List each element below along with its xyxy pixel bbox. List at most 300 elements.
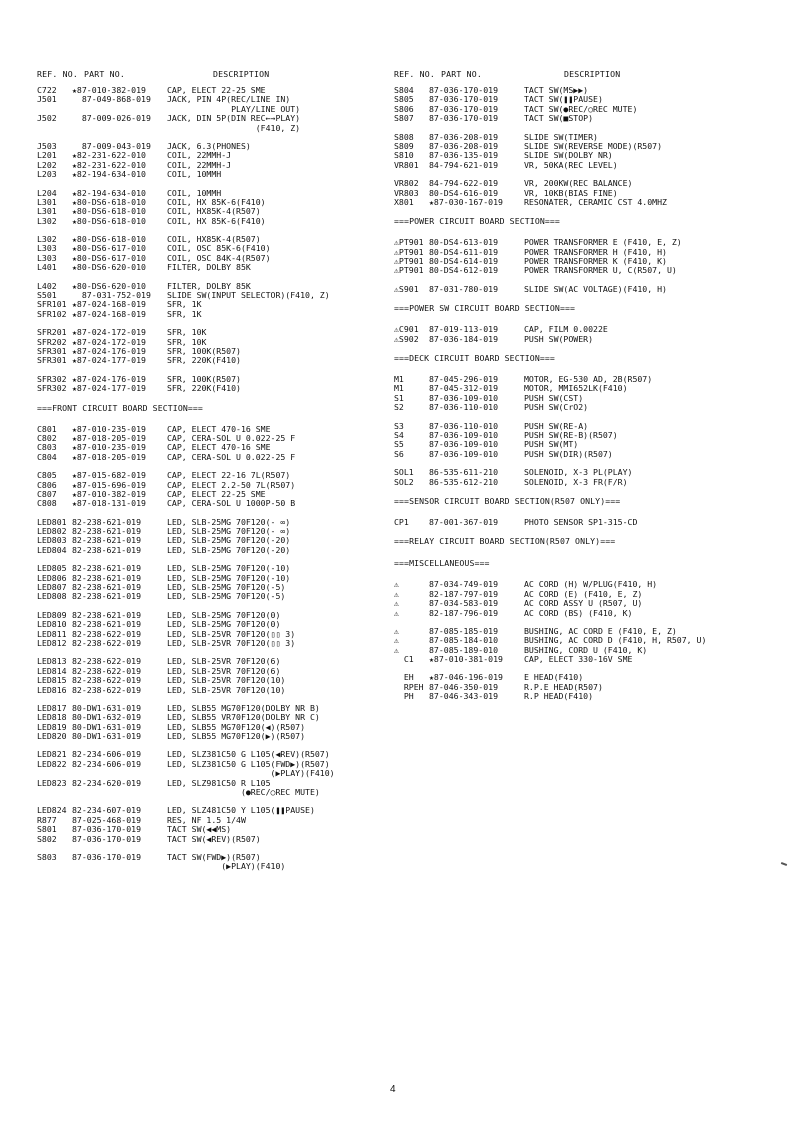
ref-no: S1 — [394, 392, 404, 403]
part-no: 82-238-621-019 — [72, 544, 142, 555]
part-no: 87-036-170-019 — [429, 103, 499, 114]
ref-no: C803 — [37, 442, 57, 453]
description: R.P HEAD(F410) — [524, 691, 594, 702]
parts-row — [37, 263, 409, 272]
description: LED, SLB-25VR 70F120(10) — [167, 675, 286, 686]
ref-no: SFR301 — [37, 345, 67, 356]
description: CAP, ELECT 22-25 SME — [167, 85, 266, 95]
part-no: 87-046-343-019 — [429, 691, 499, 702]
part-no: 87-036-135-019 — [429, 150, 499, 161]
section-heading: ===POWER CIRCUIT BOARD SECTION=== — [394, 216, 560, 227]
ref-no: M1 — [394, 374, 404, 385]
ref-no: SFR202 — [37, 336, 67, 347]
description: MOTOR, MMI652LK(F410) — [524, 383, 628, 394]
parts-group — [37, 704, 409, 742]
part-no: 82-238-622-019 — [72, 675, 142, 686]
ref-no: J503 — [37, 140, 57, 151]
ref-no: LED813 — [37, 656, 67, 667]
ref-no: ⚠PT901 — [394, 246, 424, 257]
description: LED, SLB-25VR 70F120(10) — [167, 684, 286, 695]
description: PUSH SW(DIR)(R507) — [524, 448, 613, 459]
parts-group — [37, 375, 409, 394]
part-no: 82-238-622-019 — [72, 665, 142, 676]
part-no: ★80-DS6-618-010 — [72, 215, 146, 226]
part-no: 87-085-189-010 — [429, 644, 499, 655]
part-no: 82-238-621-019 — [72, 535, 142, 546]
description: BUSHING, CORD U (F410, K) — [524, 644, 648, 655]
ref-no: LED804 — [37, 544, 67, 555]
ref-no: ⚠ — [394, 625, 399, 636]
ref-no: LED823 — [37, 777, 67, 788]
description: VR, 50KA(REC LEVEL) — [524, 159, 618, 170]
description: COIL, HX 85K-6(F410) — [167, 215, 266, 226]
description: JACK, DIN 5P(DIN REC←→PLAY) — [167, 113, 301, 124]
ref-no: L402 — [37, 280, 57, 291]
description: FILTER, DOLBY 85K — [167, 280, 251, 291]
ref-no: LED817 — [37, 702, 67, 713]
part-no: ★80-DS6-620-010 — [72, 280, 146, 291]
section-heading: ===POWER SW CIRCUIT BOARD SECTION=== — [394, 303, 576, 314]
part-no: 87-036-170-019 — [429, 94, 499, 105]
ref-no: L302 — [37, 234, 57, 245]
part-no: 84-794-621-019 — [429, 159, 499, 170]
part-no: ★80-DS6-618-010 — [72, 196, 146, 207]
ref-no: LED801 — [37, 516, 67, 527]
ref-no: ⚠ — [394, 635, 399, 646]
ref-no-header: REF. NO. — [37, 69, 79, 79]
part-no: 82-238-622-019 — [72, 684, 142, 695]
parts-row — [37, 732, 409, 741]
parts-group — [394, 285, 766, 294]
description: SFR, 220K(F410) — [167, 383, 241, 394]
description: SLIDE SW(DOLBY NR) — [524, 150, 613, 161]
parts-group — [37, 518, 409, 556]
description: BUSHING, AC CORD E (F410, E, Z) — [524, 625, 677, 636]
description-header: DESCRIPTION — [564, 69, 621, 79]
parts-group — [37, 657, 409, 695]
part-no: ★87-024-176-019 — [72, 373, 146, 384]
part-no: 87-036-170-019 — [429, 85, 499, 95]
ref-no: J501 — [37, 94, 57, 105]
ref-no: ⚠PT901 — [394, 237, 424, 248]
description: COIL, 10MMH — [167, 169, 222, 180]
ref-no: S803 — [37, 852, 57, 862]
ref-no: LED803 — [37, 535, 67, 546]
description: SFR, 1K — [167, 308, 202, 319]
ref-no: S801 — [37, 824, 57, 835]
description: LED, SLZ381C50 G L105(◀REV)(R507) — [167, 749, 330, 760]
part-no: ★87-030-167-019 — [429, 196, 503, 207]
ref-no: S807 — [394, 113, 414, 124]
part-no: 87-049-868-019 — [72, 94, 151, 105]
section-heading: ===FRONT CIRCUIT BOARD SECTION=== — [37, 402, 203, 413]
ref-no: ⚠PT901 — [394, 265, 424, 276]
part-no: 87-036-109-010 — [429, 439, 499, 450]
part-no: 87-036-109-010 — [429, 429, 499, 440]
description: LED, SLB55 MG70F120(DOLBY NR B) — [167, 702, 320, 713]
description: LED, SLB-25MG 70F120(-20) — [167, 544, 291, 555]
ref-no: LED812 — [37, 637, 67, 648]
description: LED, SLZ381C50 G L105(FWD▶)(R507) — [167, 758, 330, 769]
description: LED, SLZ481C50 Y L105(❚❚PAUSE) — [167, 805, 315, 816]
parts-row — [394, 198, 766, 207]
ref-no: L401 — [37, 262, 57, 273]
part-no: 86-535-612-210 — [429, 476, 499, 487]
part-no: 87-025-468-019 — [72, 814, 142, 825]
parts-list-left — [37, 86, 409, 872]
description: COIL, HX85K-4(R507) — [167, 206, 261, 217]
part-no: 87-036-170-019 — [72, 824, 142, 835]
parts-group — [394, 468, 766, 487]
description: CAP, ELECT 22-25 SME — [167, 488, 266, 499]
parts-row — [394, 692, 766, 701]
description: PUSH SW(CST) — [524, 392, 584, 403]
ref-no: VR801 — [394, 159, 419, 170]
ref-no: ⚠S902 — [394, 333, 419, 344]
description: PHOTO SENSOR SP1-315-CD — [524, 516, 638, 527]
description: SFR, 10K — [167, 336, 207, 347]
ref-no: SFR302 — [37, 383, 67, 394]
ref-no: C802 — [37, 432, 57, 443]
ref-no: C722 — [37, 85, 57, 95]
part-no: 87-034-583-019 — [429, 598, 499, 609]
description: LED, SLB-25MG 70F120(-20) — [167, 535, 291, 546]
parts-row — [37, 384, 409, 393]
ref-no: LED808 — [37, 591, 67, 602]
description: CAP, CERA-SOL U 0.022-25 F — [167, 451, 296, 462]
description: BUSHING, AC CORD D (F410, H, R507, U) — [524, 635, 707, 646]
description: LED, SLB-25VR 70F120(6) — [167, 656, 281, 667]
ref-no: L203 — [37, 169, 57, 180]
description: SFR, 1K — [167, 299, 202, 310]
part-no: 82-187-797-019 — [429, 588, 499, 599]
part-no: ★87-024-168-019 — [72, 299, 146, 310]
description: R.P.E HEAD(R507) — [524, 681, 603, 692]
ref-no: LED814 — [37, 665, 67, 676]
part-no: ★87-024-176-019 — [72, 345, 146, 356]
part-no: 80-DS4-612-019 — [429, 265, 499, 276]
ref-no: SOL2 — [394, 476, 414, 487]
ref-no: S810 — [394, 150, 414, 161]
description: COIL, 22MMH-J — [167, 159, 232, 170]
parts-row — [37, 217, 409, 226]
part-no: 87-036-109-010 — [429, 448, 499, 459]
section-heading: ===SENSOR CIRCUIT BOARD SECTION(R507 ONLY)=== — [394, 495, 621, 506]
ref-no: S805 — [394, 94, 414, 105]
part-no: ★87-046-196-019 — [429, 672, 503, 683]
ref-no: ⚠C901 — [394, 324, 419, 335]
part-no: ★87-024-172-019 — [72, 336, 146, 347]
ref-no: S808 — [394, 131, 414, 142]
ref-no: M1 — [394, 383, 404, 394]
description: (F410, Z) — [167, 122, 301, 133]
parts-group — [394, 179, 766, 207]
part-no: ★87-024-172-019 — [72, 327, 146, 338]
part-no: ★80-DS6-620-010 — [72, 262, 146, 273]
ref-no: LED824 — [37, 805, 67, 816]
ref-no: EH — [394, 672, 414, 683]
ref-no: L204 — [37, 187, 57, 198]
part-no: 87-036-208-019 — [429, 140, 499, 151]
description: LED, SLB-25VR 70F120(▯▯ 3) — [167, 637, 296, 648]
description: FILTER, DOLBY 85K — [167, 262, 251, 273]
ref-no-header: REF. NO. — [394, 69, 436, 79]
description: PUSH SW(MT) — [524, 439, 579, 450]
description: AC CORD (H) W/PLUG(F410, H) — [524, 579, 658, 590]
ref-no: SFR101 — [37, 299, 67, 310]
description: SLIDE SW(TIMER) — [524, 131, 598, 142]
parts-row — [394, 450, 766, 459]
parts-group — [37, 189, 409, 227]
parts-row — [37, 170, 409, 179]
description: E HEAD(F410) — [524, 672, 584, 683]
description: LED, SLB55 MG70F120(▶)(R507) — [167, 731, 306, 742]
description: PUSH SW(CrO2) — [524, 402, 589, 413]
ref-no: S802 — [37, 833, 57, 844]
ref-no: VR803 — [394, 187, 419, 198]
description: LED, SLB55 MG70F120(◀)(R507) — [167, 721, 306, 732]
description: SLIDE SW(INPUT SELECTOR)(F410, Z) — [167, 290, 330, 301]
ref-no: LED810 — [37, 619, 67, 630]
part-no: 87-036-109-010 — [429, 392, 499, 403]
ref-no: VR802 — [394, 178, 419, 189]
description: LED, SLB-25MG 70F120(-10) — [167, 563, 291, 574]
ref-no: LED805 — [37, 563, 67, 574]
parts-group — [37, 142, 409, 180]
part-no: ★87-010-381-019 — [429, 654, 503, 665]
parts-group — [37, 853, 409, 872]
ref-no: ⚠PT901 — [394, 256, 424, 267]
column-header — [37, 69, 409, 81]
section-heading: ===DECK CIRCUIT BOARD SECTION=== — [394, 353, 555, 364]
description: PUSH SW(RE-A) — [524, 420, 589, 431]
ref-no: X801 — [394, 196, 414, 207]
description: SFR, 220K(F410) — [167, 355, 241, 366]
ref-no: L202 — [37, 159, 57, 170]
part-no: 87-036-110-010 — [429, 420, 499, 431]
description: LED, SLB-25MG 70F120(-5) — [167, 582, 286, 593]
part-no: 82-238-621-019 — [72, 563, 142, 574]
ref-no: SFR302 — [37, 373, 67, 384]
part-no: 87-036-170-019 — [429, 113, 499, 124]
description: SOLENOID, X-3 PL(PLAY) — [524, 467, 633, 478]
description: TACT SW(MS▶▶) — [524, 85, 589, 95]
description-header: DESCRIPTION — [213, 69, 270, 79]
parts-group — [37, 86, 409, 133]
parts-row — [37, 356, 409, 365]
description: AC CORD (BS) (F410, K) — [524, 607, 633, 618]
description: SLIDE SW(AC VOLTAGE)(F410, H) — [524, 283, 667, 294]
description: LED, SLB-25MG 70F120(-5) — [167, 591, 286, 602]
parts-row — [37, 310, 409, 319]
parts-row — [394, 335, 766, 344]
part-no-header: PART NO. — [84, 69, 126, 79]
page-number: 4 — [390, 1084, 396, 1095]
part-no: ★87-015-682-019 — [72, 470, 146, 481]
parts-row — [37, 835, 409, 844]
description: LED, SLB55 VR70F120(DOLBY NR C) — [167, 712, 320, 723]
part-no: 87-045-312-019 — [429, 383, 499, 394]
part-no: 87-036-208-019 — [429, 131, 499, 142]
part-no: 87-009-026-019 — [72, 113, 151, 124]
description: SFR, 100K(R507) — [167, 373, 241, 384]
ref-no: S809 — [394, 140, 414, 151]
part-no: ★87-010-382-019 — [72, 85, 146, 95]
part-no: 84-794-622-019 — [429, 178, 499, 189]
ref-no: C804 — [37, 451, 57, 462]
description: TACT SW(◀◀MS) — [167, 824, 232, 835]
ref-no: S501 — [37, 290, 57, 301]
column-header — [394, 69, 766, 81]
parts-row — [394, 114, 766, 123]
parts-group — [37, 806, 409, 844]
part-no: ★82-194-634-010 — [72, 169, 146, 180]
ref-no: LED821 — [37, 749, 67, 760]
part-no: 82-238-622-019 — [72, 628, 142, 639]
part-no: ★87-024-168-019 — [72, 308, 146, 319]
part-no: 87-031-752-019 — [72, 290, 151, 301]
description: POWER TRANSFORMER E (F410, E, Z) — [524, 237, 682, 248]
parts-group — [37, 471, 409, 509]
description: TACT SW(FWD▶)(R507) — [167, 852, 261, 862]
description: MOTOR, EG-530 AD, 2B(R507) — [524, 374, 653, 385]
ref-no: S806 — [394, 103, 414, 114]
parts-row — [394, 285, 766, 294]
description: CAP, ELECT 330-16V SME — [524, 654, 633, 665]
parts-group — [394, 375, 766, 413]
part-no-header: PART NO. — [441, 69, 483, 79]
part-no: 87-036-110-010 — [429, 402, 499, 413]
description: PUSH SW(RE-B)(R507) — [524, 429, 618, 440]
parts-group — [394, 580, 766, 618]
part-no: ★80-DS6-617-010 — [72, 252, 146, 263]
parts-group — [394, 673, 766, 701]
description: AC CORD (E) (F410, E, Z) — [524, 588, 643, 599]
description: TACT SW(❚❚PAUSE) — [524, 94, 603, 105]
part-no: 80-DW1-631-019 — [72, 731, 142, 742]
part-no: 82-238-621-019 — [72, 572, 142, 583]
part-no: 82-238-621-019 — [72, 591, 142, 602]
description: SOLENOID, X-3 FR(F/R) — [524, 476, 628, 487]
description: LED, SLB-25VR 70F120(6) — [167, 665, 281, 676]
parts-group — [394, 86, 766, 124]
ref-no: J502 — [37, 113, 57, 124]
ref-no: LED818 — [37, 712, 67, 723]
part-no: 82-234-607-019 — [72, 805, 142, 816]
section-heading: ===MISCELLANEOUS=== — [394, 558, 490, 569]
ref-no: LED802 — [37, 526, 67, 537]
description: PLAY/LINE OUT) — [167, 103, 301, 114]
part-no: 87-001-367-019 — [429, 516, 499, 527]
part-no: 87-036-170-019 — [72, 833, 142, 844]
parts-column-right — [394, 69, 766, 711]
description: CAP, ELECT 22-16 7L(R507) — [167, 470, 291, 481]
part-no: 82-238-621-019 — [72, 609, 142, 620]
parts-group — [394, 133, 766, 171]
parts-row — [37, 546, 409, 555]
part-no: 87-034-749-019 — [429, 579, 499, 590]
ref-no: L302 — [37, 215, 57, 226]
ref-no: R877 — [37, 814, 57, 825]
ref-no: LED815 — [37, 675, 67, 686]
description: VR, 10KB(BIAS FINE) — [524, 187, 618, 198]
part-no: 82-238-621-019 — [72, 526, 142, 537]
description: LED, SLB-25MG 70F120(- ∞) — [167, 516, 291, 527]
description: CAP, CERA-SOL U 0.022-25 F — [167, 432, 296, 443]
part-no: ★87-024-177-019 — [72, 355, 146, 366]
part-no: 80-DS4-611-019 — [429, 246, 499, 257]
ref-no: SFR301 — [37, 355, 67, 366]
part-no: 87-019-113-019 — [429, 324, 499, 335]
description: POWER TRANSFORMER K (F410, K) — [524, 256, 667, 267]
parts-group — [394, 627, 766, 665]
ref-no: C807 — [37, 488, 57, 499]
part-no: ★82-231-622-010 — [72, 159, 146, 170]
ref-no: ⚠ — [394, 644, 399, 655]
part-no: 87-045-296-019 — [429, 374, 499, 385]
ref-no: ⚠ — [394, 607, 399, 618]
description: COIL, HX85K-4(R507) — [167, 234, 261, 245]
part-no: ★87-010-235-019 — [72, 423, 146, 434]
part-no: ★82-194-634-010 — [72, 187, 146, 198]
parts-group — [394, 325, 766, 344]
description: COIL, OSC 85K-6(F410) — [167, 243, 271, 254]
part-no: 87-036-184-019 — [429, 333, 499, 344]
parts-group — [37, 235, 409, 273]
scan-speck — [781, 862, 787, 866]
description: CAP, FILM 0.0022E — [524, 324, 608, 335]
description: PUSH SW(POWER) — [524, 333, 594, 344]
ref-no: LED809 — [37, 609, 67, 620]
description: POWER TRANSFORMER H (F410, H) — [524, 246, 667, 257]
part-no: 80-DW1-632-019 — [72, 712, 142, 723]
ref-no: LED806 — [37, 572, 67, 583]
description: (▶PLAY)(F410) — [167, 861, 286, 872]
part-no: ★80-DS6-618-010 — [72, 206, 146, 217]
ref-no: C805 — [37, 470, 57, 481]
description: LED, SLB-25MG 70F120(0) — [167, 619, 281, 630]
ref-no: ⚠ — [394, 598, 399, 609]
part-no: ★87-024-177-019 — [72, 383, 146, 394]
parts-row — [394, 518, 766, 527]
parts-row — [394, 478, 766, 487]
ref-no: ⚠ — [394, 588, 399, 599]
parts-row — [37, 499, 409, 508]
section-heading: ===RELAY CIRCUIT BOARD SECTION(R507 ONLY)=== — [394, 536, 616, 547]
parts-row — [394, 161, 766, 170]
parts-row — [37, 588, 409, 602]
description: CAP, ELECT 2.2-50 7L(R507) — [167, 479, 296, 490]
description: LED, SLZ981C50 R L105 — [167, 777, 271, 788]
parts-list-right — [394, 86, 766, 702]
parts-row — [37, 639, 409, 648]
ref-no: C1 — [394, 654, 414, 665]
parts-row — [394, 266, 766, 275]
parts-group — [394, 238, 766, 276]
ref-no: LED811 — [37, 628, 67, 639]
part-no: 87-046-350-019 — [429, 681, 499, 692]
description: (●REC/○REC MUTE) — [167, 787, 320, 798]
part-no: ★87-018-205-019 — [72, 432, 146, 443]
ref-no: SFR201 — [37, 327, 67, 338]
description: LED, SLB-25MG 70F120(-10) — [167, 572, 291, 583]
ref-no: C808 — [37, 498, 57, 509]
part-no: 82-238-622-019 — [72, 656, 142, 667]
description: SFR, 10K — [167, 327, 207, 338]
parts-row — [37, 862, 409, 871]
part-no: ★87-010-382-019 — [72, 488, 146, 499]
description: SFR, 100K(R507) — [167, 345, 241, 356]
